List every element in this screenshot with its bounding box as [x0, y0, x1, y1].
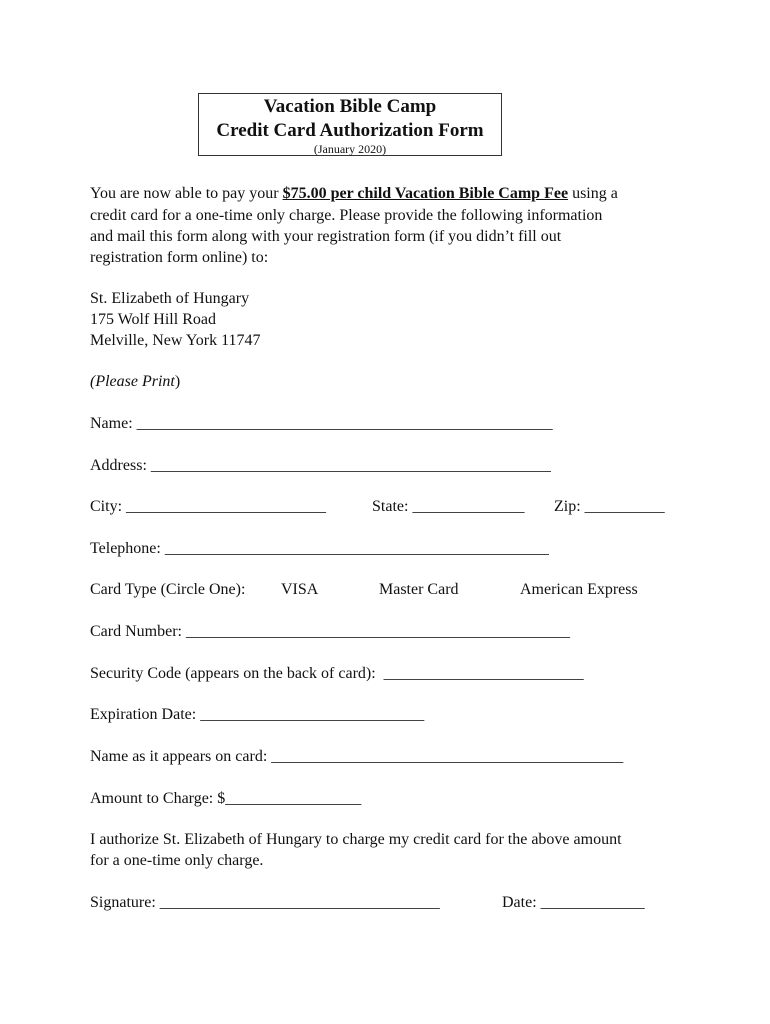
signature-date-field[interactable]: Date: _____________ — [502, 894, 645, 911]
telephone-field[interactable]: Telephone: ________________________________________________ — [90, 540, 549, 557]
form-date: (January 2020) — [313, 142, 387, 156]
card-option-master[interactable]: Master Card — [379, 581, 459, 598]
state-field[interactable]: State: ______________ — [372, 498, 525, 515]
card-type-label: Card Type (Circle One): — [90, 581, 246, 598]
intro-line-1 — [90, 183, 618, 204]
form-title-line2: Credit Card Authorization Form — [216, 120, 484, 141]
card-option-visa[interactable]: VISA — [281, 581, 319, 598]
card-number-field[interactable]: Card Number: ________________________________________________ — [90, 623, 570, 640]
authorization-line-2: for a one-time only charge. — [90, 852, 264, 869]
zip-field[interactable]: Zip: __________ — [554, 498, 665, 515]
print-note-text: Please Print — [95, 373, 175, 390]
print-note: (Please Print) — [90, 373, 181, 390]
signature-field[interactable]: Signature: ___________________________________ — [90, 894, 440, 911]
fee-amount: $75.00 per child Vacation Bible Camp Fee — [282, 185, 569, 202]
city-field[interactable]: City: _________________________ — [90, 498, 327, 515]
intro-line-2: credit card for a one-time only charge. Please provide the following information — [90, 207, 603, 224]
address-line-3: Melville, New York 11747 — [90, 332, 261, 349]
authorization-line-1: I authorize St. Elizabeth of Hungary to charge my credit card for the above amount — [90, 831, 622, 848]
intro-line-4: registration form online) to: — [90, 249, 269, 266]
title-box — [198, 93, 502, 156]
address-line-2: 175 Wolf Hill Road — [90, 311, 216, 328]
address-line-1: St. Elizabeth of Hungary — [90, 290, 250, 307]
form-title-line1: Vacation Bible Camp — [263, 96, 437, 117]
intro-text-pre: You are now able to pay your — [90, 185, 283, 202]
card-option-amex[interactable]: American Express — [520, 581, 638, 598]
amount-field[interactable]: Amount to Charge: $_________________ — [90, 790, 362, 807]
name-field[interactable]: Name: ____________________________________________________ — [90, 415, 553, 432]
expiration-field[interactable]: Expiration Date: ____________________________ — [90, 706, 425, 723]
address-field[interactable]: Address: __________________________________________________ — [90, 457, 551, 474]
security-code-field[interactable]: Security Code (appears on the back of card): _________________________ — [90, 665, 584, 682]
intro-line-3: and mail this form along with your registration form (if you didn’t fill out — [90, 228, 562, 245]
name-on-card-field[interactable]: Name as it appears on card: ____________________________________________ — [90, 748, 624, 765]
intro-text-post: using a — [568, 185, 618, 202]
